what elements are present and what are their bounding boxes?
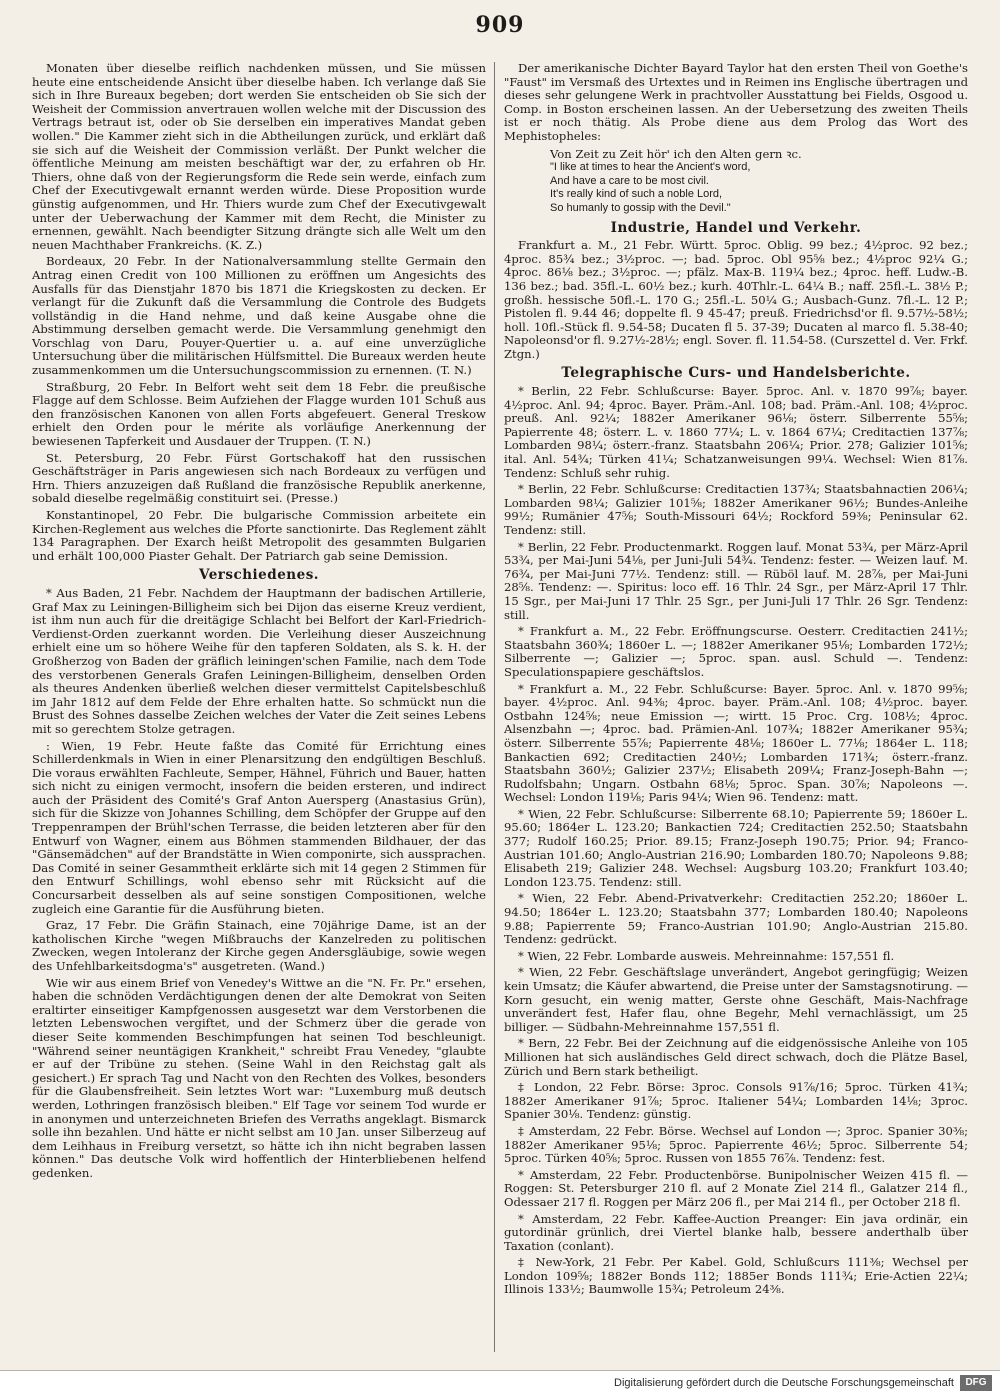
article-st-petersburg: St. Petersburg, 20 Febr. Fürst Gortschakoff hat den russischen Geschäftsträger in Paris angewiesen sich nach Bordeaux zu verfügen und Hrn. Thiers anzuzeigen daß Rußland die französische Republik anerkenne, sobald dieselbe regelmäßig constituirt sei. (Presse.) bbox=[32, 450, 486, 506]
column-divider bbox=[494, 62, 495, 1352]
section-heading-misc: Verschiedenes. bbox=[198, 567, 320, 584]
poem-line: Von Zeit zu Zeit hör' ich den Alten gern ꝛc. bbox=[550, 146, 802, 161]
article-konstantinopel: Konstantinopel, 20 Febr. Die bulgarische Commission arbeitete ein Kirchen-Reglement aus welches die Pforte sanctionirte. Das Reglement zählt 134 Paragraphen. Der Exarch heißt Metropolit des gesammten Bulgarien und erhält 100,000 Piaster Gehalt. Der Patriarch gab seine Demission. bbox=[32, 508, 486, 563]
report-berlin-2: * Berlin, 22 Febr. Schlußcurse: Creditactien 137¾; Staatsbahnactien 206¼; Lombarden 98¼; Galizier 101⅝; 1882er Amerikaner 96½; Bundes-Anleihe 99½; Rumänier 47⅝; South-Missouri 64½; Rockford 59⅜; Peninsular 62. Tendenz: still. bbox=[504, 482, 968, 537]
article-bordeaux: Bordeaux, 20 Febr. In der Nationalversammlung stellte Germain den Antrag einen Credit von 100 Millionen zu eröffnen um Angesichts des Ausfalls für das Dienstjahr 1870 bis 1871 die Kriegskosten zu decken. Er verlangt für die Zukunft daß die Versammlung die Controle des Budgets vollständig in die Hand nehme, und daß keine Ausgabe ohne die Abstimmung derselben gemacht werde. Die Versammlung genehmigt den Vorschlag von Daru, Pouyer-Quertier u. a. auf eine unverzügliche Untersuchung über die militärischen Hülfsmittel. Die Bureaux werden heute zusammenkommen um die Untersuchungscommission zu ernennen. (T. N.) bbox=[32, 254, 486, 378]
article-graz: Graz, 17 Febr. Die Gräfin Stainach, eine 70jährige Dame, ist an der katholischen Kirche "wegen Mißbrauchs der Kanzelreden zu politischen Zwecken, wegen Intoleranz der Kirche gegen Andersgläubige, sowie wegen des Unfehlbarkeitsdogma's" ausgetreten. (Wand.) bbox=[32, 918, 486, 973]
section-heading-telegraphic: Telegraphische Curs- und Handelsberichte. bbox=[561, 365, 911, 382]
poem-line: So humanly to gossip with the Devil." bbox=[550, 201, 731, 214]
footer-credit: Digitalisierung gefördert durch die Deutsche Forschungsgemeinschaft bbox=[614, 1377, 954, 1389]
article-strassburg: Straßburg, 20 Febr. In Belfort weht seit dem 18 Febr. die preußische Flagge auf dem Schlosse. Beim Aufziehen der Flagge wurden 101 Schuß aus den französischen Kanonen von allen Forts abgefeuert. General Treskow erhielt den Orden pour le mérite als vorläufige Anerkennung der bewiesenen Tapferkeit und Ausdauer der Truppen. (T. N.) bbox=[32, 379, 486, 449]
report-frankfurt-closing: * Frankfurt a. M., 22 Febr. Schlußcurse: Bayer. 5proc. Anl. v. 1870 99⅝; bayer. 4½proc. Anl. 94⅜; 4proc. bayer. Präm.-Anl. 108; 4½proc. bayer. Ostbahn 124⅝; neue Emission —; wirtt. 15 Proc. Crg. 108½; 4proc. Alsenzbahn —; 4proc. bad. Prämien-Anl. 107¾; 1882er Amerikaner 95¾; österr. Silberrente 55⅞; Papierrente 48⅛; 1860er L. 77⅛; 1864er L. 118; Bankactien 692; Creditactien 240½; Lombarden 171¾; österr.-franz. Staatsbahn 360½; Galizier 237½; Elisabeth 209¼; Franz-Joseph-Bahn —; Rudolfsbahn; Ungarn. Ostbahn 68⅛; 5proc. Span. 30⅞; Napoleons —. Wechsel: London 119⅛; Paris 94¼; Wien 96. Tendenz: matt. bbox=[504, 681, 968, 805]
poem-line: And have a care to be most civil. bbox=[550, 174, 709, 187]
dfg-logo: DFG bbox=[960, 1375, 992, 1391]
report-wien-3: * Wien, 22 Febr. Lombarde ausweis. Mehreinnahme: 157,551 fl. bbox=[518, 948, 895, 963]
right-column bbox=[504, 62, 968, 1352]
report-wien-2: * Wien, 22 Febr. Abend-Privatverkehr: Creditactien 252.20; 1860er L. 94.50; 1864er L. 123.20; Staatsbahn 377; Lombarden 180.40; Napoleons 9.88; Papierrente 59; Franco-Austrian 101.90; Anglo-Austrian 215.80. Tendenz: gedrückt. bbox=[504, 891, 968, 947]
section-heading-trade: Industrie, Handel und Verkehr. bbox=[610, 219, 862, 236]
poem-quote bbox=[550, 148, 968, 216]
poem-line: It's really kind of such a noble Lord, bbox=[550, 188, 723, 201]
report-frankfurt-opening: * Frankfurt a. M., 22 Febr. Eröffnungscurse. Oesterr. Creditactien 241½; Staatsbahn 360¾; 1860er L. —; 1882er Amerikaner 95⅛; Lombarden 172½; Silberrente —; Galizier —; 5proc. span. ausl. Schuld —. Tendenz: Speculationspapiere geschäftslos. bbox=[504, 624, 968, 679]
article-baden: * Aus Baden, 21 Febr. Nachdem der Hauptmann der badischen Artillerie, Graf Max zu Leiningen-Billigheim sich bei Dijon das eiserne Kreuz verdient, ist ihm nun auch für die dreitägige Schlacht bei Belfort der Karl-Friedrich-Verdienst-Orden zuerkannt worden. Die Verleihung dieser Auszeichnung erhielt eine um so höhere Weihe für den tapferen Soldaten, als S. k. H. der Großherzog von Baden der gräflich leiningen'schen Familie, nach dem Tode des verstorbenen Generals Grafen Leiningen-Billigheim, denselben Orden als theures Andenken überließ welchen dieser vermittelst Capitelsbeschluß im Jahr 1812 auf dem Felde der Ehre erhalten hatte. So schmückt nun die Brust des Sohnes dasselbe Zeichen welches der Vater die Zeit seines Lebens mit so gerechtem Stolze getragen. bbox=[32, 585, 486, 736]
report-berlin-1: * Berlin, 22 Febr. Schlußcurse: Bayer. 5proc. Anl. v. 1870 99⅞; bayer. 4½proc. Anl. 94; 4proc. Bayer. Präm.-Anl. 108; bad. Präm.-Anl. 108; 4½proc. preuß. Anl. 92¼; 1882er Amerikaner 96⅛; österr. Silberrente 55⅝; Papierrente 48; österr. L. v. 1860 77¼; L. v. 1864 67¼; Creditactien 137⅞; Lombarden 98¼; österr.-franz. Staatsbahn 206¼; Prior. 278; Galizier 101⅝; ital. Anl. 54¾; Türken 41¼; Schatzanweisungen 99¼. Wechsel: Wien 81⅞. Tendenz: Schluß sehr ruhig. bbox=[504, 384, 968, 480]
report-new-york: ‡ New-York, 21 Febr. Per Kabel. Gold, Schlußcurs 111⅜; Wechsel per London 109⅝; 1882er Bonds 112; 1885er Bonds 111¾; Erie-Actien 22¼; Illinois 133½; Baumwolle 15¾; Petroleum 24⅜. bbox=[504, 1255, 968, 1297]
article-paragraph: Monaten über dieselbe reiflich nachdenken müssen, und Sie müssen heute eine entscheidende Ansicht über dieselbe haben. Ich verlange daß Sie sich in Ihre Bureaux begeben; dort werden Sie entscheiden ob Sie sich der Weisheit der Commission anvertrauen wollen welche mit der Discussion des Vertrags betraut ist, oder ob Sie derselben ein imperatives Mandat geben wollen." Die Kammer zieht sich in die Abtheilungen zurück, und erklärt daß sie sich auf die Weisheit der Commission verläßt. Der Punkt welcher die öffentliche Meinung am meisten beschäftigt war der, zu erfahren ob Hr. Thiers, ohne daß von der Regierungsform die Rede sein werde, einfach zum Chef der Executivgewalt ernannt werden würde. Diese Proposition wurde günstig aufgenommen, und Hr. Thiers wurde zum Chef der Executivgewalt unter der Ueberwachung der Kammer mit dem Recht, die Minister zu ernennen, gewählt. Nach beendigter Sitzung drängte sich alle Welt um den neuen Machthaber Frankreichs. (K. Z.) bbox=[32, 62, 486, 252]
report-amsterdam-2: * Amsterdam, 22 Febr. Productenbörse. Bunipolnischer Weizen 415 fl. — Roggen: St. Petersburger 210 fl. auf 2 Monate Ziel 214 fl., Galatzer 214 fl., Odessaer 217 fl. Roggen per März 206 fl., per Mai 214 fl., per October 218 fl. bbox=[504, 1167, 968, 1209]
left-column bbox=[32, 62, 486, 1352]
footer-bar bbox=[0, 1370, 1000, 1397]
report-bern: * Bern, 22 Febr. Bei der Zeichnung auf die eidgenössische Anleihe von 105 Millionen hat sich ausländisches Geld direct schwach, doch die Plätze Basel, Zürich und Bern stark betheiligt. bbox=[504, 1036, 968, 1078]
article-bayard-taylor: Der amerikanische Dichter Bayard Taylor hat den ersten Theil von Goethe's "Faust" im Versmaß des Urtextes und in Reimen ins Englische übertragen und dieses sehr gelungene Werk in prachtvoller Ausstattung bei Fields, Osgood u. Comp. in Boston erscheinen lassen. An der Uebersetzung des zweiten Theils ist er noch thätig. Als Probe diene aus dem Prolog das Wort des Mephistopheles: bbox=[504, 62, 968, 143]
page-number: 909 bbox=[475, 12, 525, 38]
poem-line: "I like at times to hear the Ancient's word, bbox=[550, 161, 751, 174]
report-london: ‡ London, 22 Febr. Börse: 3proc. Consols 91⅞/16; 5proc. Türken 41¾; 1882er Amerikaner 91⅞; 5proc. Italiener 54¼; Lombarden 14⅛; 3proc. Spanier 30⅛. Tendenz: günstig. bbox=[504, 1080, 968, 1122]
report-wien-4: * Wien, 22 Febr. Geschäftslage unverändert, Angebot geringfügig; Weizen kein Umsatz; die Käufer abwartend, die Preise unter der Samstagsnotirung. — Korn gesucht, ein wenig matter, Gerste ohne Geschäft, Mais-Nachfrage unverändert fest, Hafer flau, ohne Begehr, Mehl vernachlässigt, um 25 billiger. — Südbahn-Mehreinnahme 157,551 fl. bbox=[504, 965, 968, 1034]
report-amsterdam-1: ‡ Amsterdam, 22 Febr. Börse. Wechsel auf London —; 3proc. Spanier 30⅜; 1882er Amerikaner 95⅛; 5proc. Papierrente 46½; 5proc. Silberrente 54; 5proc. Türken 40⅝; 5proc. Russen von 1855 76⅞. Tendenz: fest. bbox=[504, 1123, 968, 1166]
report-wien-1: * Wien, 22 Febr. Schlußcurse: Silberrente 68.10; Papierrente 59; 1860er L. 95.60; 1864er L. 123.20; Bankactien 724; Creditactien 252.50; Staatsbahn 377; Rudolf 160.25; Prior. 89.15; Franz-Joseph 190.75; Prior. 94; Franco-Austrian 101.60; Anglo-Austrian 216.90; Lombarden 180.70; Napoleons 9.88; Elisabeth 219; Galizier 248. Wechsel: Augsburg 103.20; Frankfurt 103.40; London 123.75. Tendenz: still. bbox=[504, 806, 968, 889]
report-berlin-products: * Berlin, 22 Febr. Productenmarkt. Roggen lauf. Monat 53¾, per März-April 53¾, per Mai-Juni 54⅛, per Juni-Juli 54¾. Tendenz: fester. — Weizen lauf. M. 76¾, per Mai-Juni 77½. Tendenz: still. — Rüböl lauf. M. 28⅞, per Mai-Juni 28⅝. Tendenz: —. Spiritus: loco eff. 16 Thlr. 24 Sgr., per März-April 17 Thlr. 15 Sgr., per Mai-Juni 17 Thlr. 25 Sgr., per Juni-Juli 17 Thlr. 26 Sgr. Tendenz: still. bbox=[504, 539, 968, 622]
report-amsterdam-3: * Amsterdam, 22 Febr. Kaffee-Auction Preanger: Ein java ordinär, ein gutordinär grünlich, drei Viertel blanke halb, bessere anderthalb über Taxation (conlant). bbox=[504, 1211, 968, 1253]
article-venedey: Wie wir aus einem Brief von Venedey's Wittwe an die "N. Fr. Pr." ersehen, haben die schnöden Verdächtigungen denen der alte Demokrat von Seiten eraltirter einseitiger Kampfgenossen ausgesetzt war dem Verstorbenen die letzten Lebenswochen vergiftet, und der Schmerz über die gerade von dieser Seite kommenden Beschimpfungen hat seinen Tod beschleunigt. "Während seiner neuntägigen Krankheit," schreibt Frau Venedey, "glaubte er auf der Tribüne zu stehen. (Seine Wahl in den Reichstag galt als gesichert.) Er sprach Tag und Nacht von den Rechten des Volkes, besonders für die Glaubensfreiheit. Sein letztes Wort war: "Luxemburg muß deutsch werden, Lothringen französisch bleiben." Elf Tage vor seinem Tod wurde er in anonymen und unterzeichneten Briefen des Verraths angeklagt. Bismarck solle ihn bezahlen. Und hätte er nicht selbst am 10 Jan. unser Silberzeug auf dem Leihhaus in Freiburg versetzt, so hätte ich ihn nicht begraben lassen können." Das deutsche Volk wird hoffentlich der Hinterbliebenen helfend gedenken. bbox=[32, 975, 486, 1180]
article-wien-schiller: : Wien, 19 Febr. Heute faßte das Comité für Errichtung eines Schillerdenkmals in Wien in einer Plenarsitzung den endgültigen Beschluß. Die voraus erwählten Fachleute, Semper, Hähnel, Führich und Bauer, hatten sich nicht zu einigen vermocht, insofern die beiden ersteren, und indirect auch der Präsident des Comité's Graf Anton Auersperg (Anastasius Grün), sich für die Skizze von Johannes Schilling, dem Schöpfer der Gruppe auf den Treppenrampen der Brühl'schen Terrasse, die beiden letzteren aber für den Entwurf von Wagner, einem aus Böhmen stammenden Bildhauer, der das "Gänsemädchen" auf der Brandstätte in Wien componirte, sich aussprachen. Das Comité in seiner Gesammtheit erklärte sich mit 14 gegen 2 Stimmen für den Entwurf Schillings, wohl ebenso sehr mit Rücksicht auf die Concursarbeit desselben als auf seine sonstigen Compositionen, welche zugleich eine Garantie für die Ausführung bieten. bbox=[32, 738, 486, 916]
report-frankfurt-21: Frankfurt a. M., 21 Febr. Württ. 5proc. Oblig. 99 bez.; 4½proc. 92 bez.; 4proc. 85¾ bez.; 3½proc. —; bad. 5proc. Obl 95⅝ bez.; 4½proc 92¼ G.; 4proc. 86⅛ bez.; 3½proc. —; pfälz. Max-B. 119¼ bez.; 4proc. heff. Ludw.-B. 136 bez.; bad. 35fl.-L. 60½ bez.; kurh. 40Thlr.-L. 64¼ B.; naff. 25fl.-L. 38½ P.; großh. hessische 50fl.-L. 170 G.; 25fl.-L. 50¼ G.; Ausbach-Gunz. 7fl.-L. 12 P.; Pistolen fl. 9.44 46; doppelte fl. 9 45-47; preuß. Friedrichsd'or fl. 9.57½-58½; holl. 10fl.-Stück fl. 9.54-58; Ducaten fl 5. 37-39; Ducaten al marco fl. 5.38-40; Napoleonsd'or fl. 9.27½-28½; engl. Sover. fl. 11.54-58. (Curszettel d. Ver. Frkf. Ztgn.) bbox=[504, 238, 968, 361]
